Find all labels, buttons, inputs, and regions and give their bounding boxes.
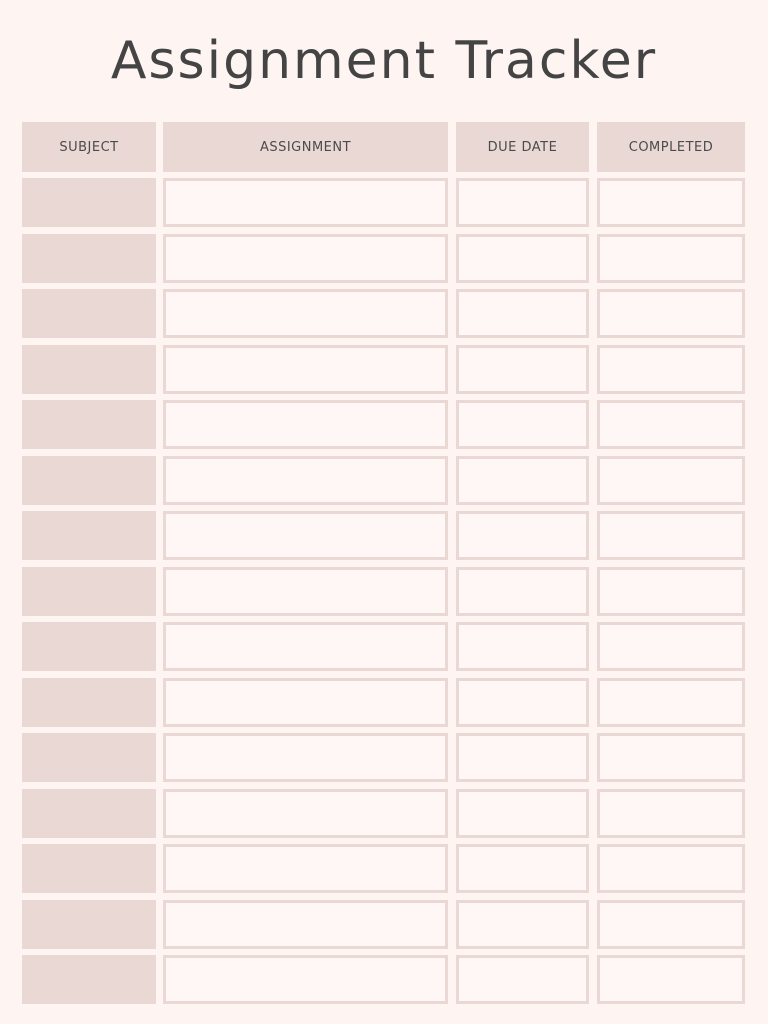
subject-cell[interactable] — [22, 511, 156, 560]
assignment-cell[interactable] — [163, 234, 448, 283]
subject-cell[interactable] — [22, 844, 156, 893]
assignment-cell[interactable] — [163, 345, 448, 394]
table-row — [0, 733, 768, 782]
table-row — [0, 844, 768, 893]
assignment-cell[interactable] — [163, 511, 448, 560]
table-row — [0, 456, 768, 505]
due-date-cell[interactable] — [456, 900, 589, 949]
assignment-cell[interactable] — [163, 400, 448, 449]
completed-cell[interactable] — [597, 400, 745, 449]
completed-cell[interactable] — [597, 234, 745, 283]
assignment-cell[interactable] — [163, 678, 448, 727]
completed-cell[interactable] — [597, 733, 745, 782]
completed-cell[interactable] — [597, 567, 745, 616]
subject-cell[interactable] — [22, 234, 156, 283]
header-subject: SUBJECT — [22, 122, 156, 172]
due-date-cell[interactable] — [456, 567, 589, 616]
table-row — [0, 567, 768, 616]
completed-cell[interactable] — [597, 289, 745, 338]
assignment-cell[interactable] — [163, 844, 448, 893]
subject-cell[interactable] — [22, 178, 156, 227]
completed-cell[interactable] — [597, 955, 745, 1004]
table-row — [0, 234, 768, 283]
due-date-cell[interactable] — [456, 178, 589, 227]
due-date-cell[interactable] — [456, 622, 589, 671]
due-date-cell[interactable] — [456, 234, 589, 283]
completed-cell[interactable] — [597, 622, 745, 671]
table-row — [0, 345, 768, 394]
subject-cell[interactable] — [22, 456, 156, 505]
subject-cell[interactable] — [22, 622, 156, 671]
due-date-cell[interactable] — [456, 955, 589, 1004]
due-date-cell[interactable] — [456, 400, 589, 449]
completed-cell[interactable] — [597, 345, 745, 394]
due-date-cell[interactable] — [456, 456, 589, 505]
subject-cell[interactable] — [22, 789, 156, 838]
subject-cell[interactable] — [22, 733, 156, 782]
header-assignment: ASSIGNMENT — [163, 122, 448, 172]
subject-cell[interactable] — [22, 345, 156, 394]
completed-cell[interactable] — [597, 511, 745, 560]
assignment-cell[interactable] — [163, 955, 448, 1004]
due-date-cell[interactable] — [456, 844, 589, 893]
table-row — [0, 955, 768, 1004]
assignment-cell[interactable] — [163, 289, 448, 338]
table-row — [0, 789, 768, 838]
due-date-cell[interactable] — [456, 345, 589, 394]
table-row — [0, 622, 768, 671]
table-row — [0, 289, 768, 338]
header-completed: COMPLETED — [597, 122, 745, 172]
completed-cell[interactable] — [597, 178, 745, 227]
table-row — [0, 900, 768, 949]
assignment-cell[interactable] — [163, 178, 448, 227]
table-row — [0, 511, 768, 560]
assignment-cell[interactable] — [163, 789, 448, 838]
tracker-rows — [0, 178, 768, 1011]
due-date-cell[interactable] — [456, 678, 589, 727]
due-date-cell[interactable] — [456, 511, 589, 560]
subject-cell[interactable] — [22, 400, 156, 449]
header-due-date: DUE DATE — [456, 122, 589, 172]
assignment-cell[interactable] — [163, 622, 448, 671]
completed-cell[interactable] — [597, 456, 745, 505]
due-date-cell[interactable] — [456, 789, 589, 838]
subject-cell[interactable] — [22, 955, 156, 1004]
table-row — [0, 678, 768, 727]
completed-cell[interactable] — [597, 678, 745, 727]
assignment-cell[interactable] — [163, 567, 448, 616]
page-title: Assignment Tracker — [110, 31, 658, 91]
subject-cell[interactable] — [22, 900, 156, 949]
completed-cell[interactable] — [597, 844, 745, 893]
due-date-cell[interactable] — [456, 733, 589, 782]
subject-cell[interactable] — [22, 678, 156, 727]
assignment-cell[interactable] — [163, 733, 448, 782]
assignment-cell[interactable] — [163, 900, 448, 949]
due-date-cell[interactable] — [456, 289, 589, 338]
completed-cell[interactable] — [597, 900, 745, 949]
assignment-cell[interactable] — [163, 456, 448, 505]
subject-cell[interactable] — [22, 567, 156, 616]
table-row — [0, 400, 768, 449]
completed-cell[interactable] — [597, 789, 745, 838]
table-row — [0, 178, 768, 227]
subject-cell[interactable] — [22, 289, 156, 338]
